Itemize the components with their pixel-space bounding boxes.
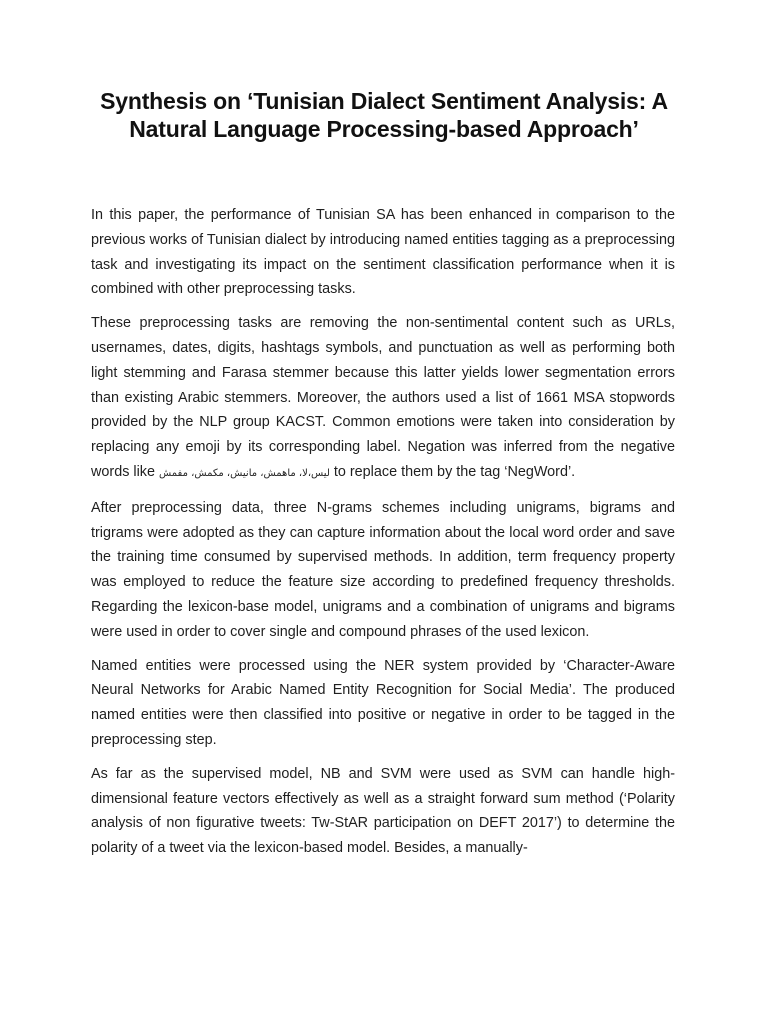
- paragraph-named-entities: Named entities were processed using the NER system provided by ‘Character-Aware Neural Networks for Arabic Named Entity Recognition for Social Media’. The produced named entities were then classified into positive or negative in order to be tagged in the preprocessing step.: [91, 657, 675, 748]
- paragraph-supervised-model: As far as the supervised model, NB and SVM were used as SVM can handle high-dimensional feature vectors effectively as well as a straight forward sum method (‘Polarity analysis of non figurative tweets: Tw-StAR participation on DEFT 2017’) to determine the polarity of a tweet via the lexicon-based model. Besides, a manually-: [91, 765, 675, 857]
- negation-words-arabic: ليس،لا، ماهمش، مانيش، مكمش، مفمش: [158, 467, 330, 479]
- paragraph-preprocessing: [91, 311, 675, 487]
- paragraph-preprocessing-tail: to replace them by the tag ‘NegWord’.: [333, 463, 576, 480]
- paragraph-ngrams: After preprocessing data, three N-grams schemes including unigrams, bigrams and trigrams were adopted as they can capture information about the local word order and save the training time consumed by supervised methods. In addition, term frequency property was employed to reduce the feature size according to predefined frequency thresholds. Regarding the lexicon-base model, unigrams and a combination of unigrams and bigrams were used in order to cover single and compound phrases of the used lexicon.: [91, 499, 675, 640]
- document-title: Synthesis on ‘Tunisian Dialect Sentiment Analysis: A Natural Language Processing-based Approach’: [100, 88, 668, 142]
- paragraph-preprocessing-text: These preprocessing tasks are removing the non-sentimental content such as URLs, usernames, dates, digits, hashtags symbols, and punctuation as well as performing both light stemming and Farasa stemmer because this latter yields lower segmentation errors than existing Arabic stemmers. Moreover, the authors used a list of 1661 MSA stopwords provided by the NLP group KACST. Common emotions were taken into consideration by replacing any emoji by its corresponding label. Negation was inferred from the negative words like: [91, 315, 675, 480]
- paragraph-intro: In this paper, the performance of Tunisian SA has been enhanced in comparison to the previous works of Tunisian dialect by introducing named entities tagging as a preprocessing task and investigating its impact on the sentiment classification performance when it is combined with other preprocessing tasks.: [91, 207, 675, 298]
- document-body: [91, 203, 675, 870]
